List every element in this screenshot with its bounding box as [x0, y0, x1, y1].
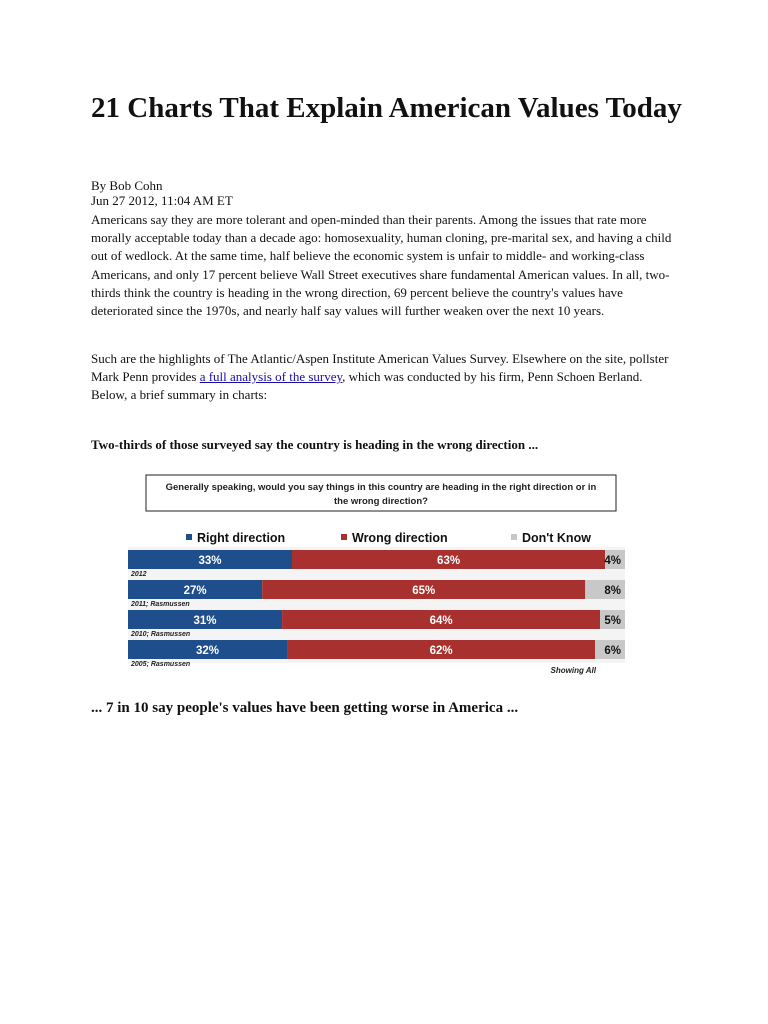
legend-swatch-wrong-direction — [341, 534, 347, 540]
bar-label-right-direction-1: 33% — [198, 555, 222, 567]
row-label-4: 2005; Rasmussen — [131, 661, 191, 668]
publish-date: Jun 27 2012, 11:04 AM ET — [91, 193, 233, 208]
bar-label-wrong-direction-3: 64% — [429, 615, 453, 627]
row-label-1: 2012 — [131, 571, 147, 578]
intro-paragraph: Americans say they are more tolerant and open-minded than their parents. Among the issues that rate more morally acceptable today than a decade ago: homosexuality, human cloning, pre-marital sex, and having a child out of wedlock. At the same time, half believe the economic system is unfair to middle- and working-class Americans, and only 17 percent believe Wall Street executives share fundamental American values. In all, two-thirds think the country is heading in the wrong direction, 69 percent believe the country's values have deteriorated since the 1970s, and nearly half say values will further weaken over the next 10 years. — [91, 212, 672, 319]
bar-label-dont-know-3: 5% — [604, 615, 621, 627]
chart-legend — [186, 531, 591, 545]
bar-label-dont-know-2: 8% — [604, 585, 621, 597]
chart-question-line-2: the wrong direction? — [334, 496, 428, 507]
direction-chart — [91, 463, 641, 693]
bar-label-dont-know-4: 6% — [604, 645, 621, 657]
summary-text-before-link: Such are the highlights of The Atlantic/Aspen Institute American Values Survey. Elsewhere on the site, pollster Mark Penn provides — [91, 351, 669, 385]
legend-label-wrong-direction: Wrong direction — [352, 531, 448, 545]
chart-caption-2: ... 7 in 10 say people's values have been getting worse in America ... — [91, 700, 519, 716]
byline: By Bob Cohn — [91, 178, 163, 193]
bar-label-right-direction-4: 32% — [196, 645, 220, 657]
summary-text-after-link: , which was conducted by his firm, Penn Schoen Berland. Below, a brief summary in charts: — [91, 369, 643, 403]
full-analysis-link[interactable]: a full analysis of the survey — [199, 369, 343, 385]
bar-label-wrong-direction-1: 63% — [437, 555, 461, 567]
bar-label-right-direction-3: 31% — [193, 615, 217, 627]
page-title: 21 Charts That Explain American Values Today — [91, 92, 682, 124]
chart-question-line-1: Generally speaking, would you say things in this country are heading in the right direction or in — [165, 482, 597, 493]
chart-note: Showing All — [550, 666, 596, 675]
bar-label-wrong-direction-4: 62% — [429, 645, 453, 657]
legend-swatch-right-direction — [186, 534, 192, 540]
chart-caption-1: Two-thirds of those surveyed say the country is heading in the wrong direction ... — [91, 437, 539, 452]
bar-label-right-direction-2: 27% — [183, 585, 207, 597]
bar-label-wrong-direction-2: 65% — [412, 585, 436, 597]
legend-label-right-direction: Right direction — [197, 531, 286, 545]
row-label-2: 2011; Rasmussen — [131, 601, 190, 608]
article-meta — [91, 178, 233, 208]
chart-question-box — [146, 475, 616, 511]
row-label-3: 2010; Rasmussen — [131, 631, 191, 638]
chart-bars — [128, 547, 625, 668]
legend-swatch-dont-know — [511, 534, 517, 540]
summary-paragraph — [91, 350, 681, 405]
bar-label-dont-know-1: 4% — [604, 555, 621, 567]
direction-chart-svg — [91, 463, 641, 693]
legend-label-dont-know: Don't Know — [522, 531, 591, 545]
